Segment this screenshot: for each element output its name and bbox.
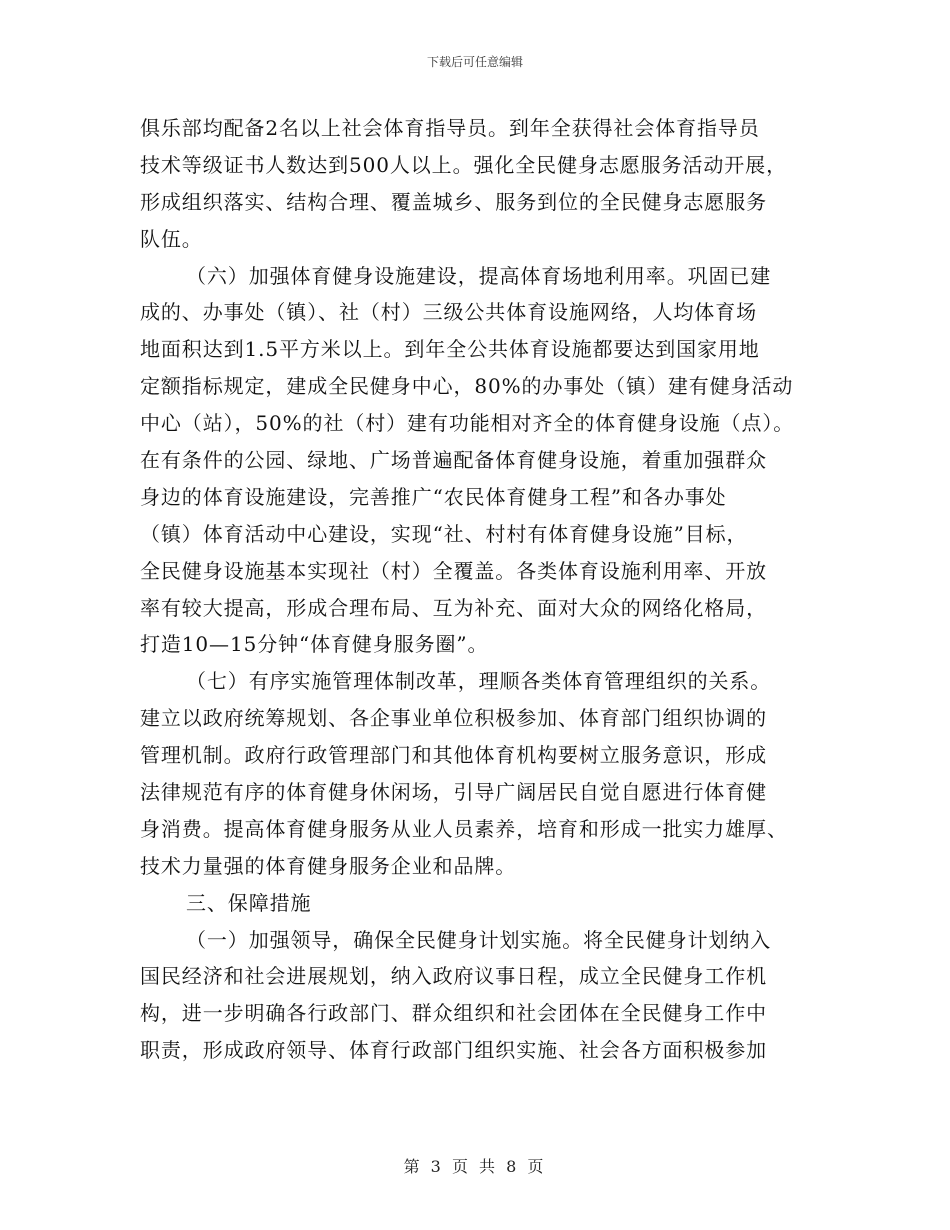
text-line: 身消费。提高体育健身服务从业人员素养，培育和形成一批实力雄厚、 xyxy=(140,816,788,841)
paragraph-start-line: （一）加强领导，确保全民健身计划实施。将全民健身计划纳入 xyxy=(186,927,772,952)
text-line: 俱乐部均配备2名以上社会体育指导员。到年全获得社会体育指导员 xyxy=(140,116,760,140)
text-line: 成的、办事处（镇）、社（村）三级公共体育设施网络，人均体育场 xyxy=(140,300,757,325)
text-line: 职责，形成政府领导、体育行政部门组织实施、社会各方面积极参加 xyxy=(140,1038,767,1063)
paragraph-start-line: （六）加强体育健身设施建设，提高体育场地利用率。巩固已建 xyxy=(186,263,772,288)
text-line: 国民经济和社会进展规划，纳入政府议事日程，成立全民健身工作机 xyxy=(140,964,767,989)
text-line: 定额指标规定，建成全民健身中心，80%的办事处（镇）建有健身活动 xyxy=(140,374,794,399)
page-header: 下载后可任意编辑 xyxy=(426,55,523,69)
text-line: 构，进一步明确各行政部门、群众组织和社会团体在全民健身工作中 xyxy=(140,1001,767,1026)
text-line: 率有较大提高，形成合理布局、互为补充、面对大众的网络化格局， xyxy=(140,595,767,620)
paragraph-start-line: （七）有序实施管理体制改革，理顺各类体育管理组织的关系。 xyxy=(186,669,772,694)
text-line: （镇）体育活动中心建设，实现“社、村村有体育健身设施”目标， xyxy=(140,521,748,546)
text-line: 全民健身设施基本实现社（村）全覆盖。各类体育设施利用率、开放 xyxy=(140,558,767,583)
text-line: 在有条件的公园、绿地、广场普遍配备体育健身设施，着重加强群众 xyxy=(140,448,767,473)
section-heading: 三、保障措施 xyxy=(186,890,312,915)
text-line: 中心（站），50%的社（村）建有功能相对齐全的体育健身设施（点）。 xyxy=(140,411,795,436)
text-line: 建立以政府统筹规划、各企事业单位积极参加、体育部门组织协调的 xyxy=(140,706,767,731)
text-line: 管理机制。政府行政管理部门和其他体育机构要树立服务意识，形成 xyxy=(140,743,767,768)
text-line: 技术力量强的体育健身服务企业和品牌。 xyxy=(140,853,517,878)
text-line: 打造10—15分钟“体育健身服务圈”。 xyxy=(140,632,489,657)
document-body xyxy=(140,110,830,1069)
text-line: 技术等级证书人数达到500人以上。强化全民健身志愿服务活动开展， xyxy=(140,152,787,177)
text-line: 身边的体育设施建设，完善推广“农民体育健身工程”和各办事处 xyxy=(140,484,727,509)
page-footer: 第 3 页 共 8 页 xyxy=(403,1157,547,1176)
text-line: 法律规范有序的体育健身休闲场，引导广阔居民自觉自愿进行体育健 xyxy=(140,780,767,805)
text-line: 队伍。 xyxy=(140,226,203,251)
text-line: 形成组织落实、结构合理、覆盖城乡、服务到位的全民健身志愿服务 xyxy=(140,189,767,214)
text-line: 地面积达到1.5平方米以上。到年全公共体育设施都要达到国家用地 xyxy=(140,337,760,362)
